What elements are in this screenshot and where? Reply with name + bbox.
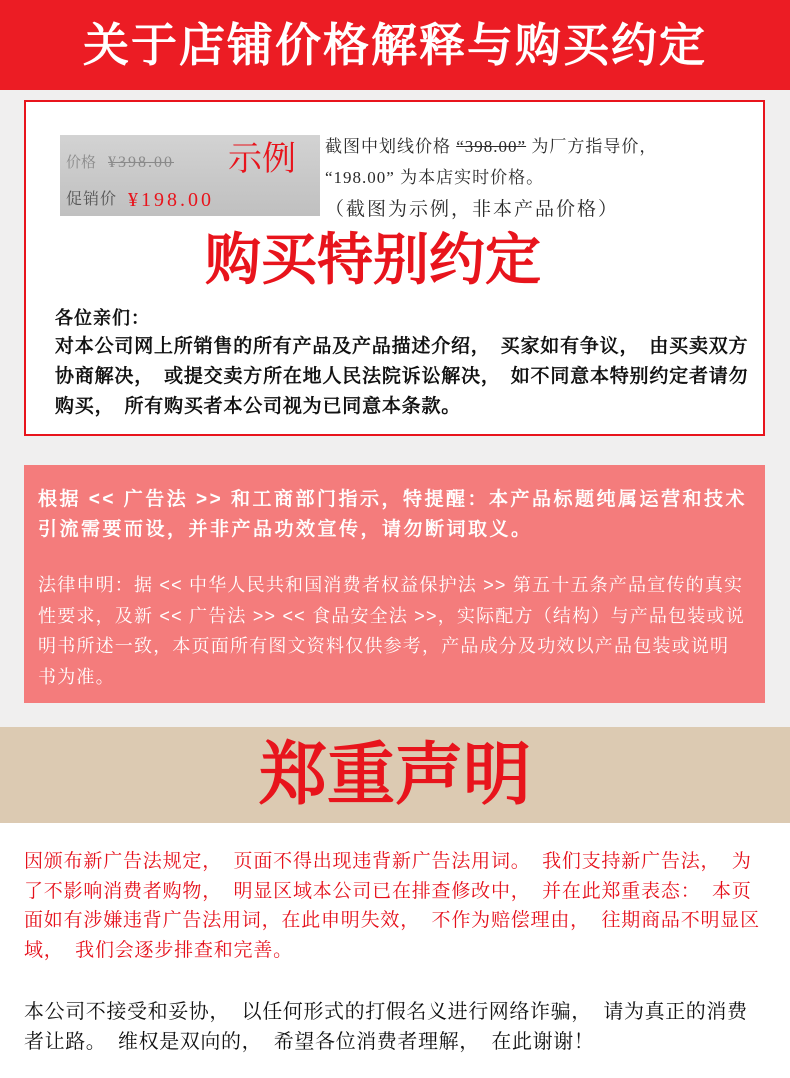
price-note-struck-price: “398.00” (456, 137, 527, 156)
agreement-text (55, 332, 748, 422)
purchase-agreement-panel (24, 100, 765, 436)
declaration-heading: 郑重声明 (258, 737, 531, 813)
price-example-card (60, 135, 320, 216)
promo-price: ¥198.00 (128, 189, 214, 211)
ad-law-notice-panel (24, 465, 765, 703)
notice-line: 明书所述一致，本页面所有图文资料仅供参考，产品成分及功效以产品包装或说明 (38, 636, 730, 657)
page-title: 关于店铺价格解释与购买约定 (83, 19, 707, 71)
declaration-paragraph-ad-law (24, 847, 760, 966)
declaration-paragraph-anti-fraud (24, 998, 748, 1057)
declaration-line: 本公司不接受和妥协， 以任何形式的打假名义进行网络诈骗， 请为真正的消费 (24, 1001, 748, 1023)
declaration-line: 了不影响消费者购物， 明显区域本公司已在排查修改中， 并在此郑重表态： 本页 (24, 880, 752, 902)
promo-price-label: 促销价 (66, 191, 118, 208)
notice-line: 性要求，及新 << 广告法 >> << 食品安全法 >>，实际配方（结构）与产品包装或说 (38, 605, 745, 626)
agreement-text-line: 购买， 所有购买者本公司视为已同意本条款。 (55, 396, 462, 417)
declaration-line: 因颁布新广告法规定， 页面不得出现违背新广告法用词。 我们支持新广告法， 为 (24, 851, 752, 872)
declaration-line: 面如有涉嫌违背广告法用词，在此申明失效， 不作为赔偿理由， 往期商品不明显区 (24, 910, 760, 932)
notice-paragraph-reminder (38, 485, 747, 545)
price-note-text: 为厂方指导价， (526, 137, 658, 156)
price-note-text: 截图中划线价格 (325, 137, 457, 156)
notice-line: 根据 << 广告法 >> 和工商部门指示，特提醒：本产品标题纯属运营和技术 (38, 489, 747, 510)
notice-line: 法律申明：据 << 中华人民共和国消费者权益保护法 >> 第五十五条产品宣传的真实 (38, 575, 744, 595)
title-banner (0, 0, 790, 90)
notice-paragraph-legal-statement (38, 570, 745, 693)
agreement-text-line: 协商解决， 或提交卖方所在地人民法院诉讼解决， 如不同意本特别约定者请勿 (55, 366, 749, 387)
price-note-line-2: “198.00” 为本店实时价格。 (325, 168, 545, 187)
declaration-body (0, 823, 790, 1078)
price-note-line-1 (325, 134, 657, 160)
declaration-line: 者让路。 维权是双向的， 希望各位消费者理解， 在此谢谢！ (24, 1030, 595, 1053)
agreement-greeting: 各位亲们： (55, 308, 150, 328)
original-price-label: 价格 (66, 154, 97, 171)
declaration-line: 域， 我们会逐步排查和完善。 (24, 940, 293, 962)
notice-line: 书为准。 (38, 667, 115, 688)
declaration-banner (0, 727, 790, 823)
price-note-line-3: （截图为示例，非本产品价格） (325, 199, 620, 220)
example-tag: 示例 (228, 141, 296, 178)
original-price: ¥398.00 (108, 154, 174, 171)
agreement-text-line: 对本公司网上所销售的所有产品及产品描述介绍， 买家如有争议， 由买卖双方 (55, 336, 749, 357)
notice-line: 引流需要而设，并非产品功效宣传，请勿断词取义。 (38, 519, 533, 540)
agreement-heading: 购买特别约定 (205, 228, 541, 291)
